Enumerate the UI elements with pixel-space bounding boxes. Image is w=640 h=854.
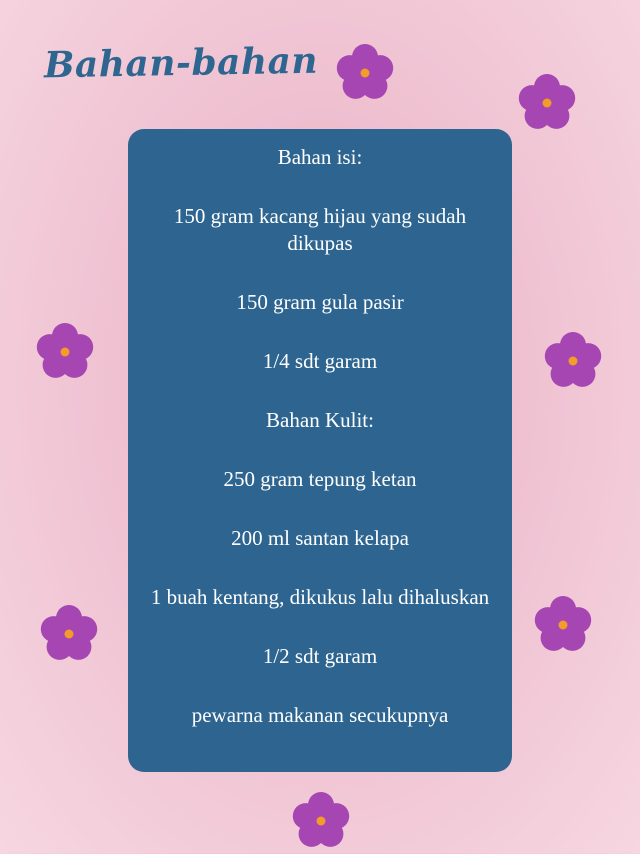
flower-icon	[540, 328, 606, 394]
flower-icon	[530, 592, 596, 658]
flower-icon	[332, 40, 398, 106]
ingredient-item: 200 ml santan kelapa	[231, 526, 409, 550]
ingredient-item: pewarna makanan secukupnya	[191, 703, 449, 727]
ingredient-item: 1 buah kentang, dikukus lalu dihaluskan	[150, 585, 490, 609]
ingredient-item: 150 gram gula pasir	[236, 290, 404, 314]
flower-icon	[514, 70, 580, 136]
ingredient-item: 250 gram tepung ketan	[223, 467, 417, 491]
section-heading-skin: Bahan Kulit:	[266, 408, 374, 432]
ingredient-item: 1/4 sdt garam	[262, 349, 378, 373]
flower-icon	[36, 601, 102, 667]
ingredient-item: 150 gram kacang hijau yang sudah dikupas	[173, 204, 467, 255]
flower-icon	[288, 788, 354, 854]
section-heading-filling: Bahan isi:	[277, 145, 363, 169]
flower-icon	[32, 319, 98, 385]
ingredients-card	[128, 129, 512, 772]
page-title: Bahan-bahan	[43, 39, 319, 87]
ingredient-item: 1/2 sdt garam	[262, 644, 378, 668]
